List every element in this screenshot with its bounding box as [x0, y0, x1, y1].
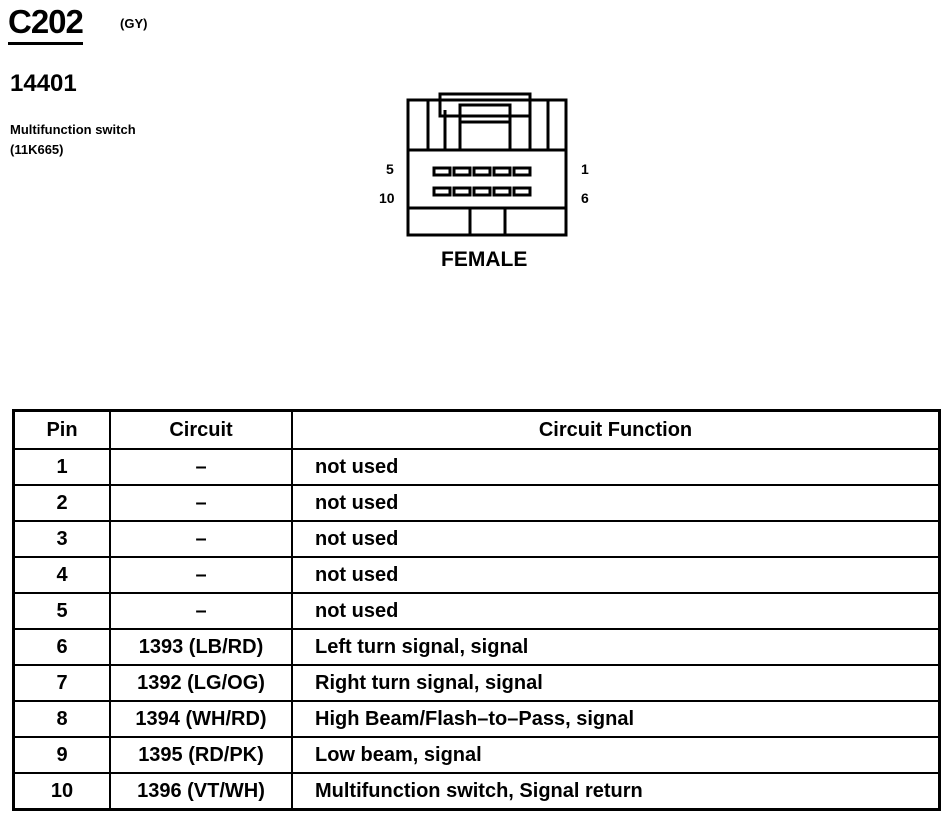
- component-description: [10, 120, 136, 160]
- function-cell: Multifunction switch, Signal return: [292, 773, 940, 810]
- table-row: [14, 773, 940, 810]
- circuit-cell: 1394 (WH/RD): [110, 701, 292, 737]
- function-cell: not used: [292, 521, 940, 557]
- description-line: Multifunction switch: [10, 122, 136, 137]
- function-cell: not used: [292, 485, 940, 521]
- table-header-row: [14, 411, 940, 450]
- function-cell: Left turn signal, signal: [292, 629, 940, 665]
- pin-label-bottom-right: 6: [581, 190, 589, 206]
- pin-cell: 7: [14, 665, 111, 701]
- circuit-cell: –: [110, 449, 292, 485]
- pin-cell: 8: [14, 701, 111, 737]
- table-row: [14, 521, 940, 557]
- terminal-cavities: [434, 168, 530, 195]
- circuit-cell: –: [110, 485, 292, 521]
- pin-cell: 1: [14, 449, 111, 485]
- function-cell: Low beam, signal: [292, 737, 940, 773]
- function-cell: Right turn signal, signal: [292, 665, 940, 701]
- table-row: [14, 557, 940, 593]
- circuit-cell: 1393 (LB/RD): [110, 629, 292, 665]
- table-row: [14, 701, 940, 737]
- function-cell: not used: [292, 449, 940, 485]
- pin-cell: 2: [14, 485, 111, 521]
- pin-cell: 5: [14, 593, 111, 629]
- pin-cell: 3: [14, 521, 111, 557]
- pin-label-bottom-left: 10: [379, 190, 395, 206]
- table-row: [14, 593, 940, 629]
- pin-cell: 9: [14, 737, 111, 773]
- connector-id: C202: [8, 2, 83, 45]
- pin-label-top-left: 5: [386, 161, 394, 177]
- header-circuit: Circuit: [110, 411, 292, 450]
- circuit-cell: 1395 (RD/PK): [110, 737, 292, 773]
- circuit-cell: –: [110, 521, 292, 557]
- pin-cell: 6: [14, 629, 111, 665]
- header-circuit-function: Circuit Function: [292, 411, 940, 450]
- part-number: 14401: [10, 70, 77, 97]
- table-row: [14, 629, 940, 665]
- pin-cell: 10: [14, 773, 111, 810]
- table-row: [14, 737, 940, 773]
- table-row: [14, 449, 940, 485]
- pin-label-top-right: 1: [581, 161, 589, 177]
- circuit-cell: 1396 (VT/WH): [110, 773, 292, 810]
- connector-color: (GY): [120, 16, 148, 31]
- circuit-cell: –: [110, 593, 292, 629]
- circuit-cell: –: [110, 557, 292, 593]
- pinout-table: [12, 409, 941, 811]
- table-row: [14, 485, 940, 521]
- function-cell: High Beam/Flash–to–Pass, signal: [292, 701, 940, 737]
- connector-gender: FEMALE: [441, 248, 528, 271]
- function-cell: not used: [292, 593, 940, 629]
- table-row: [14, 665, 940, 701]
- function-cell: not used: [292, 557, 940, 593]
- description-line: (11K665): [10, 142, 64, 157]
- circuit-cell: 1392 (LG/OG): [110, 665, 292, 701]
- header-pin: Pin: [14, 411, 111, 450]
- pin-cell: 4: [14, 557, 111, 593]
